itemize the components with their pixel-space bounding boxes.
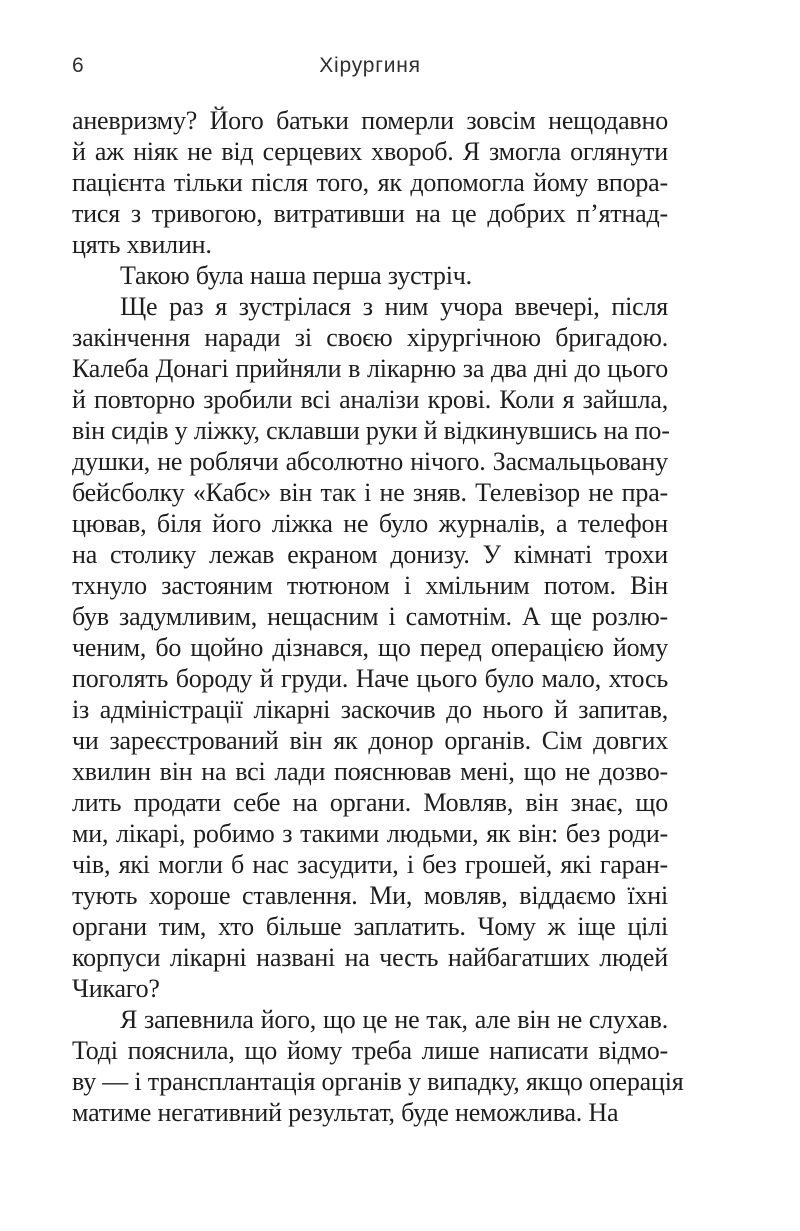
text-line: Калеба Донагі прийняли в лікарню за два дні до цього — [72, 354, 668, 383]
text-line: поголять бороду й груди. Наче цього було мало, хтось — [72, 664, 668, 693]
text-line: Такою була наша перша зустріч. — [120, 261, 472, 290]
text-line: із адміністрації лікарні заскочив до нього й запитав, — [72, 695, 668, 724]
text-line: закінчення наради зі своєю хірургічною бригадою. — [72, 323, 668, 352]
text-line: й аж ніяк не від серцевих хвороб. Я змогла оглянути — [72, 137, 668, 166]
text-line: тхнуло застояним тютюном і хмільним потом. Він — [72, 571, 668, 600]
running-title: Хірургиня — [319, 54, 421, 77]
text-line: органи тим, хто більше заплатить. Чому ж іще цілі — [72, 912, 668, 941]
text-line: бейсболку «Кабс» він так і не зняв. Телевізор не пра- — [72, 478, 668, 507]
page-number: 6 — [72, 54, 84, 77]
text-line: корпуси лікарні названі на честь найбагатших людей — [72, 943, 668, 972]
text-line: тують хороше ставлення. Ми, мовляв, віддаємо їхні — [72, 881, 668, 910]
text-line: тися з тривогою, витративши на це добрих п’ятнад- — [72, 199, 668, 228]
text-line: ченим, бо щойно дізнався, що перед операцією йому — [72, 633, 668, 662]
text-line: він сидів у ліжку, склавши руки й відкинувшись на по- — [72, 416, 670, 445]
text-line: Чикаго? — [72, 974, 160, 1003]
text-line: хвилин він на всі лади пояснював мені, що не дозво- — [72, 757, 668, 786]
text-line: лить продати себе на органи. Мовляв, він знає, що — [72, 788, 668, 817]
paragraph — [72, 1004, 684, 1128]
text-line: й повторно зробили всі аналізи крові. Коли я зайшла, — [72, 385, 668, 414]
text-line: пацієнта тільки після того, як допомогла йому впора- — [72, 168, 668, 197]
text-line: чи зареєстрований він як донор органів. Сім довгих — [72, 726, 668, 755]
paragraph — [72, 260, 668, 291]
text-line: був задумливим, нещасним і самотнім. А ще розлю- — [72, 602, 668, 631]
body-text — [72, 105, 684, 1128]
text-line: на столику лежав екраном донизу. У кімнаті трохи — [72, 540, 668, 569]
text-line: цював, біля його ліжка не було журналів, а телефон — [72, 509, 668, 538]
text-line: ву — і трансплантація органів у випадку, якщо операція — [72, 1067, 684, 1096]
text-line: матиме негативний результат, буде неможлива. На — [72, 1098, 619, 1127]
text-line: цять хвилин. — [72, 230, 212, 259]
text-line: Ще раз я зустрілася з ним учора ввечері, після — [120, 292, 668, 321]
paragraph — [72, 105, 668, 260]
text-line: чів, які могли б нас засудити, і без грошей, які гаран- — [72, 850, 668, 879]
text-line: аневризму? Його батьки померли зовсім нещодавно — [72, 106, 668, 135]
text-line: Тоді пояснила, що йому треба лише написати відмо- — [72, 1036, 668, 1065]
paragraph — [72, 291, 668, 1004]
text-line: душки, не роблячи абсолютно нічого. Засмальцьовану — [72, 447, 668, 476]
page-header — [72, 52, 668, 80]
text-line: Я запевнила його, що це не так, але він не слухав. — [120, 1005, 668, 1034]
text-line: ми, лікарі, робимо з такими людьми, як він: без роди- — [72, 819, 668, 848]
